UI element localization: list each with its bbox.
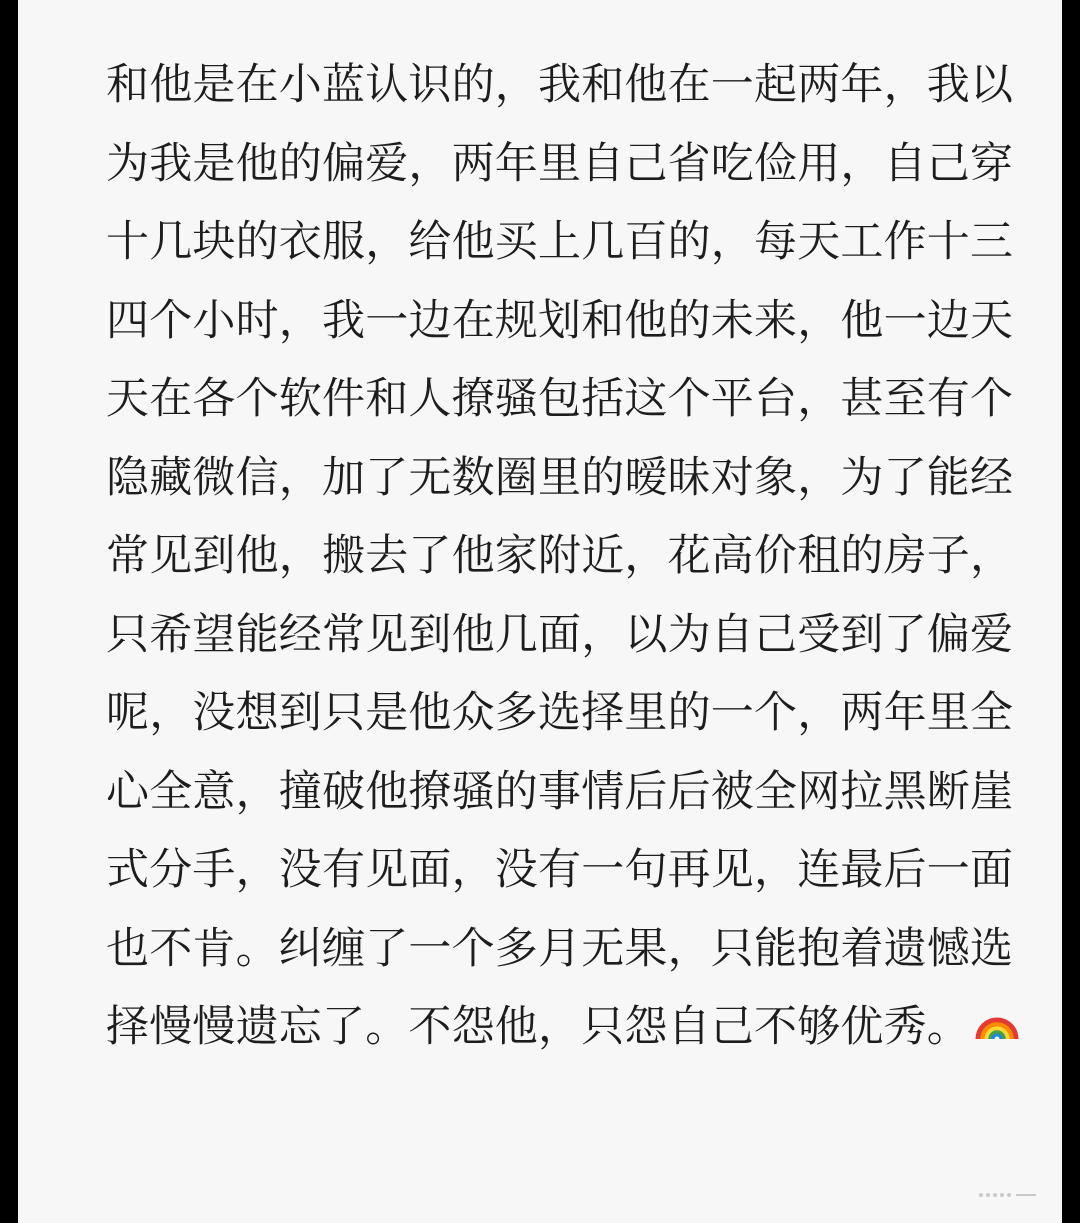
- post-line-13-text: 择慢慢遗忘了。不怨他，只怨自己不够优秀。: [106, 1002, 970, 1052]
- post-line-8: 只希望能经常见到他几面，以为自己受到了偏爱: [106, 609, 1014, 660]
- post-line-4: 四个小时，我一边在规划和他的未来，他一边天: [106, 295, 1014, 346]
- post-line-9: 呢，没想到只是他众多选择里的一个，两年里全: [106, 688, 1014, 738]
- watermark-dots: [978, 1191, 1036, 1199]
- post-line-11: 式分手，没有见面，没有一句再见，连最后一面: [106, 845, 1014, 895]
- rainbow-icon: [974, 1001, 1020, 1047]
- post-card: [18, 0, 1062, 1223]
- post-line-12: 也不肯。纠缠了一个多月无果，只能抱着遗憾选: [106, 923, 1014, 974]
- post-line-10: 心全意，撞破他撩骚的事情后后被全网拉黑断崖: [106, 766, 1014, 817]
- post-text: [106, 46, 1026, 1067]
- post-line-3: 十几块的衣服，给他买上几百的，每天工作十三: [106, 217, 1014, 267]
- post-line-6: 隐藏微信，加了无数圈里的暧昧对象，为了能经: [106, 452, 1014, 503]
- post-line-2: 为我是他的偏爱，两年里自己省吃俭用，自己穿: [106, 138, 1014, 189]
- post-line-13: [106, 988, 1026, 1067]
- post-line-1: 和他是在小蓝认识的，我和他在一起两年，我以: [106, 60, 1014, 110]
- post-line-7: 常见到他，搬去了他家附近，花高价租的房子，: [106, 531, 1014, 581]
- post-line-5: 天在各个软件和人撩骚包括这个平台，甚至有个: [106, 374, 1014, 424]
